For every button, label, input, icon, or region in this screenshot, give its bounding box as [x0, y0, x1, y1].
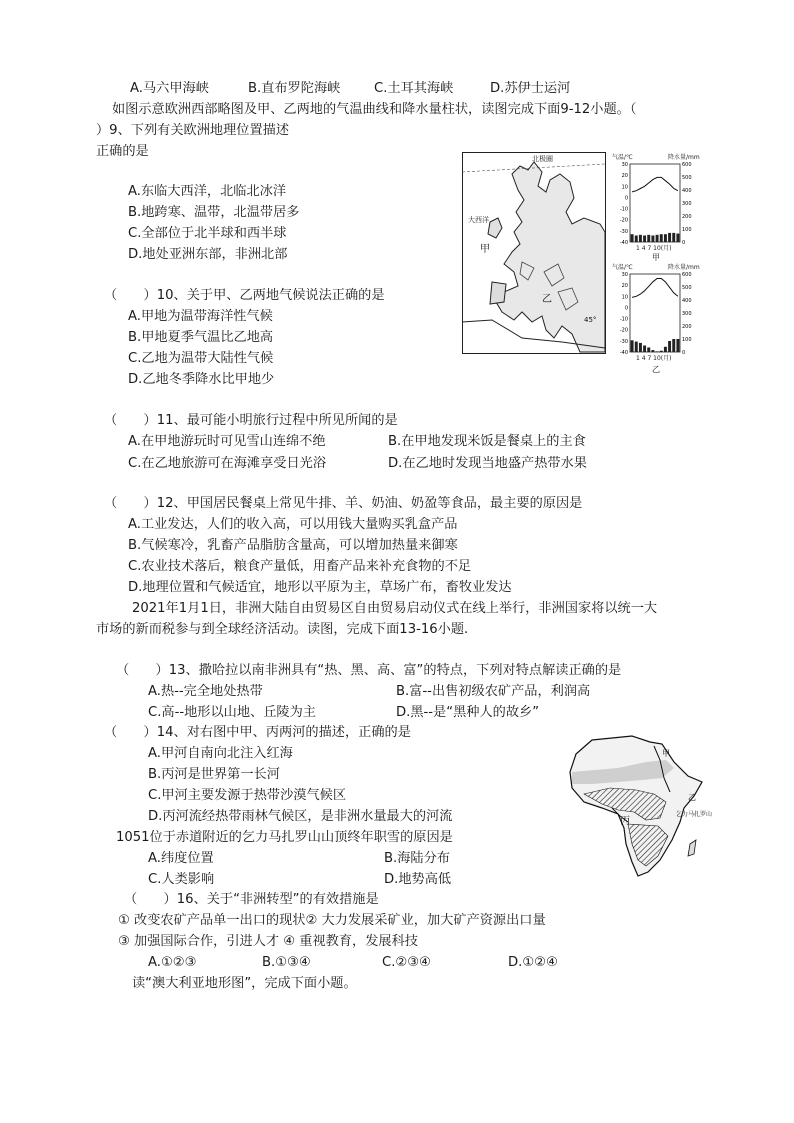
temp-tick-label: 30	[621, 272, 628, 278]
africa-jia-label: 甲	[662, 749, 670, 758]
temp-tick-label: -10	[619, 316, 628, 323]
temp-tick-label: 0	[624, 305, 628, 312]
precip-bar	[672, 233, 675, 242]
temp-tick-label: -30	[619, 338, 628, 345]
q9-option-c: C.全部位于北半球和西半球	[128, 226, 287, 241]
precip-bar	[651, 236, 654, 243]
q12-option-d: D.地理位置和气候适宜，地形以平原为主，草场广布，畜牧业发达	[128, 580, 512, 595]
q15-option-d: D.地势高低	[384, 872, 452, 887]
precip-bar	[631, 340, 634, 352]
q14-option-c: C.甲河主要发源于热带沙漠气候区	[148, 788, 347, 803]
temp-tick-label: -40	[619, 350, 628, 356]
latitude-label: 45°	[584, 316, 597, 324]
precip-bar	[676, 234, 679, 242]
q13-option-d: D.黑--是“黑种人的故乡”	[396, 705, 540, 720]
precip-bar	[651, 350, 654, 352]
month-axis-label: 1 4 7 10(月)	[636, 245, 672, 252]
precip-bar	[631, 234, 634, 242]
q10-option-b: B.甲地夏季气温比乙地高	[128, 330, 274, 345]
precip-tick-label: 0	[682, 350, 686, 356]
precip-tick-label: 400	[682, 188, 692, 194]
q16-option-d: D.①②④	[508, 955, 558, 970]
temp-tick-label: 20	[621, 283, 628, 290]
q10-option-c: C.乙地为温带大陆性气候	[128, 351, 274, 366]
q9-option-b: B.地跨寒、温带，北温带居多	[128, 205, 300, 220]
q15-option-c: C.人类影响	[148, 872, 215, 887]
temp-tick-label: 30	[621, 162, 628, 168]
precip-bar	[639, 235, 642, 242]
precip-bar	[664, 347, 667, 352]
precip-bar	[656, 235, 659, 242]
outro-australia: 读“澳大利亚地形图”，完成下面小题。	[132, 976, 357, 991]
map-jia-label: 甲	[480, 244, 490, 255]
q16-stem: （ ）16、关于“非洲转型”的有效措施是	[124, 892, 379, 907]
q11-option-d: D.在乙地时发现当地盛产热带水果	[388, 456, 587, 471]
precip-tick-label: 300	[682, 201, 692, 207]
map-yi-label: 乙	[542, 294, 552, 305]
precip-bar	[676, 339, 679, 352]
precip-bar	[647, 235, 650, 242]
precip-bar	[660, 351, 663, 352]
q13-option-c: C.高--地形以山地、丘陵为主	[148, 705, 316, 720]
climate-chart-jia	[612, 152, 704, 262]
intro-africa-2: 市场的新而税参与到全球经济活动。读图，完成下面13-16小题.	[96, 622, 469, 637]
precip-tick-label: 500	[682, 175, 692, 181]
precip-tick-label: 500	[682, 285, 692, 291]
arctic-circle-label: 北极圈	[532, 155, 553, 163]
q15-stem: 1051位于赤道附近的乞力马扎罗山山顶终年职雪的原因是	[116, 830, 453, 845]
precip-bar	[647, 347, 650, 352]
temperature-curve	[632, 177, 678, 192]
precip-bar	[668, 233, 671, 242]
temp-tick-label: 20	[621, 173, 628, 180]
precip-bar	[664, 234, 667, 242]
intro-europe: 如图示意欧洲西部略图及甲、乙两地的气温曲线和降水量柱状，读图完成下面9-12小题。（	[112, 102, 637, 117]
africa-map	[562, 732, 712, 882]
q11-option-a: A.在甲地游玩时可见雪山连绵不绝	[128, 434, 326, 449]
q13-stem: （ ）13、撒哈拉以南非洲具有“热、黑、高、富”的特点，下列对特点解读正确的是	[116, 663, 622, 678]
temp-tick-label: 10	[621, 184, 628, 191]
q16-option-a: A.①②③	[148, 955, 197, 970]
temp-tick-label: -10	[619, 206, 628, 213]
chart-title-jia: 甲	[652, 253, 660, 262]
temp-tick-label: 0	[624, 195, 628, 202]
q12-option-a: A.工业发达，人们的收入高，可以用钱大量购买乳盒产品	[128, 517, 458, 532]
q12-option-c: C.农业技术落后，粮食产量低，用畜产品来补充食物的不足	[128, 559, 472, 574]
q15-option-a: A.纬度位置	[148, 851, 214, 866]
month-axis-label: 1 4 7 10(月)	[636, 355, 672, 362]
q16-item-line2: ③ 加强国际合作，引进人才 ④ 重视教育，发展科技	[118, 934, 418, 949]
temp-tick-label: -30	[619, 228, 628, 235]
precip-tick-label: 300	[682, 311, 692, 317]
q10-option-a: A.甲地为温带海洋性气候	[128, 309, 273, 324]
q11-option-c: C.在乙地旅游可在海滩享受日光浴	[128, 456, 327, 471]
precip-bar	[656, 351, 659, 352]
precip-tick-label: 600	[682, 272, 692, 278]
q10-stem: （ ）10、关于甲、乙两地气候说法正确的是	[104, 288, 385, 303]
temp-tick-label: -20	[619, 217, 628, 224]
europe-map	[462, 152, 606, 354]
q13-option-a: A.热--完全地处热带	[148, 684, 263, 699]
precip-tick-label: 600	[682, 162, 692, 168]
chart-title-yi: 乙	[652, 365, 660, 374]
q9-option-a: A.东临大西洋，北临北冰洋	[128, 184, 287, 199]
q12-option-b: B.气候寒冷，乳畜产品脂肪含量高，可以增加热量来御寒	[128, 538, 458, 553]
q11-stem: （ ）11、最可能小明旅行过程中所见所闻的是	[104, 413, 398, 428]
precip-bar	[660, 234, 663, 242]
q8-option-d: D.苏伊士运河	[490, 81, 571, 96]
q11-option-b: B.在甲地发现米饭是餐桌上的主食	[388, 434, 586, 449]
temp-tick-label: -40	[619, 240, 628, 246]
temp-unit-label: 气温/℃	[612, 154, 633, 161]
q9-stem-2: 正确的是	[96, 144, 149, 159]
temp-tick-label: 10	[621, 294, 628, 301]
q13-option-b: B.富--出售初级农矿产品，利润高	[396, 684, 591, 699]
q16-option-c: C.②③④	[382, 955, 431, 970]
precip-tick-label: 200	[682, 214, 692, 220]
q14-option-b: B.丙河是世界第一长河	[148, 767, 280, 782]
precip-tick-label: 100	[682, 227, 692, 233]
precip-bar	[643, 236, 646, 243]
precip-unit-label: 降水量/mm	[668, 264, 700, 271]
temp-unit-label: 气温/℃	[612, 264, 633, 271]
q12-stem: （ ）12、甲国居民餐桌上常见牛排、羊、奶油、奶盈等食品，最主要的原因是	[104, 496, 583, 511]
q9-stem: ）9、下列有关欧洲地理位置描述	[96, 123, 290, 138]
temp-tick-label: -20	[619, 327, 628, 334]
precip-tick-label: 100	[682, 337, 692, 343]
precip-bar	[643, 346, 646, 353]
temperature-curve	[632, 279, 678, 298]
q8-option-c: C.土耳其海峡	[374, 81, 454, 96]
climate-chart-yi	[612, 262, 704, 374]
precip-bar	[635, 236, 638, 243]
precip-tick-label: 0	[682, 240, 686, 246]
kilimanjaro-label: 乞力马扎罗山	[676, 811, 712, 818]
precip-bar	[635, 342, 638, 352]
q16-option-b: B.①③④	[262, 955, 311, 970]
intro-africa: 2021年1月1日，非洲大陆自由贸易区自由贸易启动仪式在线上举行，非洲国家将以统一大	[132, 601, 658, 616]
q8-option-b: B.直布罗陀海峡	[248, 81, 341, 96]
precip-bar	[672, 339, 675, 352]
precip-bar	[668, 341, 671, 352]
africa-bing-label: 丙	[620, 816, 630, 827]
q14-option-d: D.丙河流经热带雨林气候区，是非洲水量最大的河流	[148, 809, 453, 824]
q14-option-a: A.甲河自南向北注入红海	[148, 746, 293, 761]
q10-option-d: D.乙地冬季降水比甲地少	[128, 372, 275, 387]
precip-bar	[639, 343, 642, 352]
precip-tick-label: 200	[682, 324, 692, 330]
atlantic-label: 大西洋	[468, 216, 489, 224]
precip-tick-label: 400	[682, 298, 692, 304]
africa-yi-label: 乙	[688, 793, 696, 802]
q9-option-d: D.地处亚洲东部，非洲北部	[128, 247, 288, 262]
q15-option-b: B.海陆分布	[384, 851, 450, 866]
precip-unit-label: 降水量/mm	[668, 154, 700, 161]
q8-option-a: A.马六甲海峡	[130, 81, 209, 96]
q14-stem: （ ）14、对右图中甲、丙两河的描述，正确的是	[104, 725, 411, 740]
q16-item-line1: ① 改变农矿产品单一出口的现状② 大力发展采矿业，加大矿产资源出口量	[118, 913, 546, 928]
